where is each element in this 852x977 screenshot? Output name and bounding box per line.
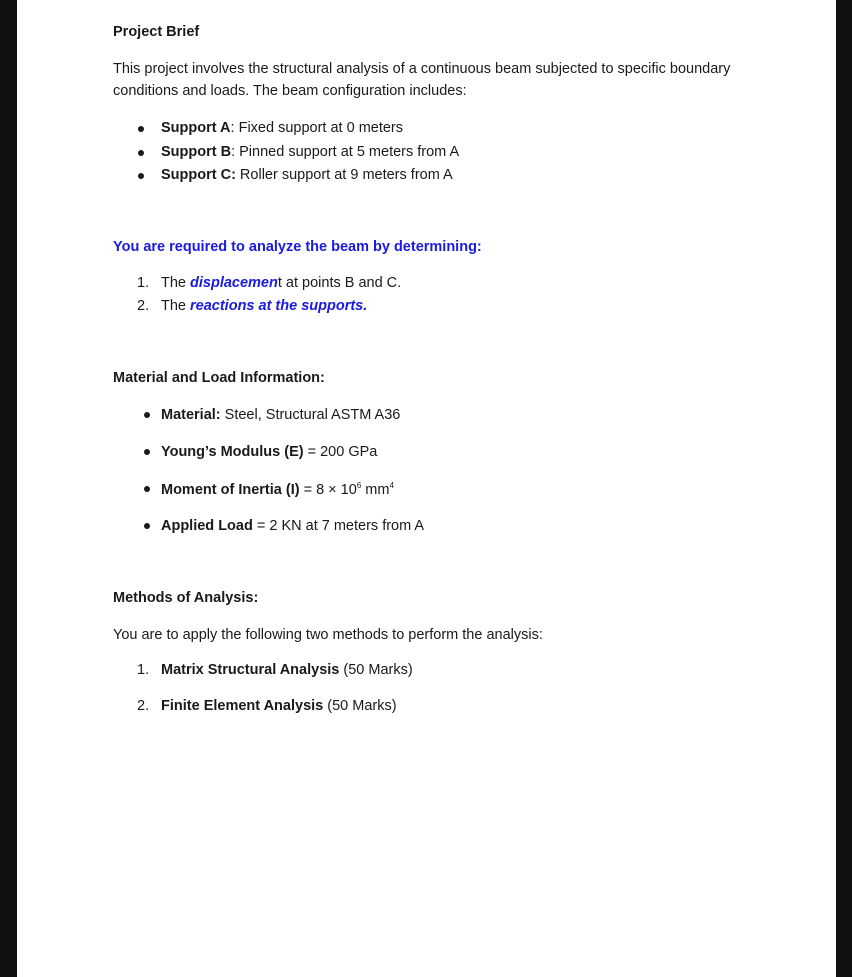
methods-intro: You are to apply the following two methods to perform the analysis: — [113, 627, 543, 643]
emphasis-text: displacemen — [190, 275, 278, 291]
support-label: Support A — [161, 120, 231, 136]
support-label: Support C: — [161, 167, 236, 183]
document-page: Project Brief This project involves the structural analysis of a continuous beam subjected to specific boundary conditions and loads. The beam configuration includes: Support A: Fixed support at 0 meters Support B: Pinned support at 5 meters from A Support C: Roller support at 9 meters from A You are required to analyze the beam by determining: 1. The displacement at points B and C. 2. The reactions at the supports. Material and Load Information: Material: Steel, Structural ASTM A36 Young’s Modulus (E) = 200 GPa Moment of Inertia $(I) = 8 \times 10^6$ $mm^4$ Applied Load = 2 KN at 7 meters from A Methods of Analysis: You are to apply the following two methods to perform the analysis: 1. Matrix Structural Analysis (50 Marks) 2. Finite Element Analysis (50 Marks) — [17, 0, 836, 977]
methods-heading: Methods of Analysis: — [113, 590, 259, 606]
bullet-icon — [138, 126, 144, 132]
bullet-icon — [144, 523, 150, 529]
support-text: Fixed support at 0 meters — [234, 120, 404, 136]
list-number: 2. — [137, 298, 150, 314]
method-label: Finite Element Analysis — [161, 698, 324, 714]
support-text: Pinned support at 5 meters from A — [235, 144, 460, 160]
bullet-icon — [144, 486, 150, 492]
page-title: Project Brief — [113, 24, 200, 40]
requirements-heading: You are required to analyze the beam by determining: — [113, 239, 482, 255]
bullet-icon — [138, 150, 144, 156]
list-number: 1. — [137, 275, 150, 291]
bullet-icon — [144, 449, 150, 455]
emphasis-text: reactions at the supports. — [190, 298, 368, 314]
bullet-icon — [144, 412, 150, 418]
support-label: Support B — [161, 144, 232, 160]
intro-paragraph: This project involves the structural analysis of a continuous beam subjected to specific boundary conditions and loads. The beam configuration includes: — [113, 61, 731, 99]
method-label: Matrix Structural Analysis — [161, 662, 340, 678]
bullet-icon — [138, 173, 144, 179]
list-number: 2. — [137, 698, 150, 714]
support-text: Roller support at 9 meters from A — [235, 167, 453, 183]
material-heading: Material and Load Information: — [113, 370, 325, 386]
list-number: 1. — [137, 662, 150, 678]
